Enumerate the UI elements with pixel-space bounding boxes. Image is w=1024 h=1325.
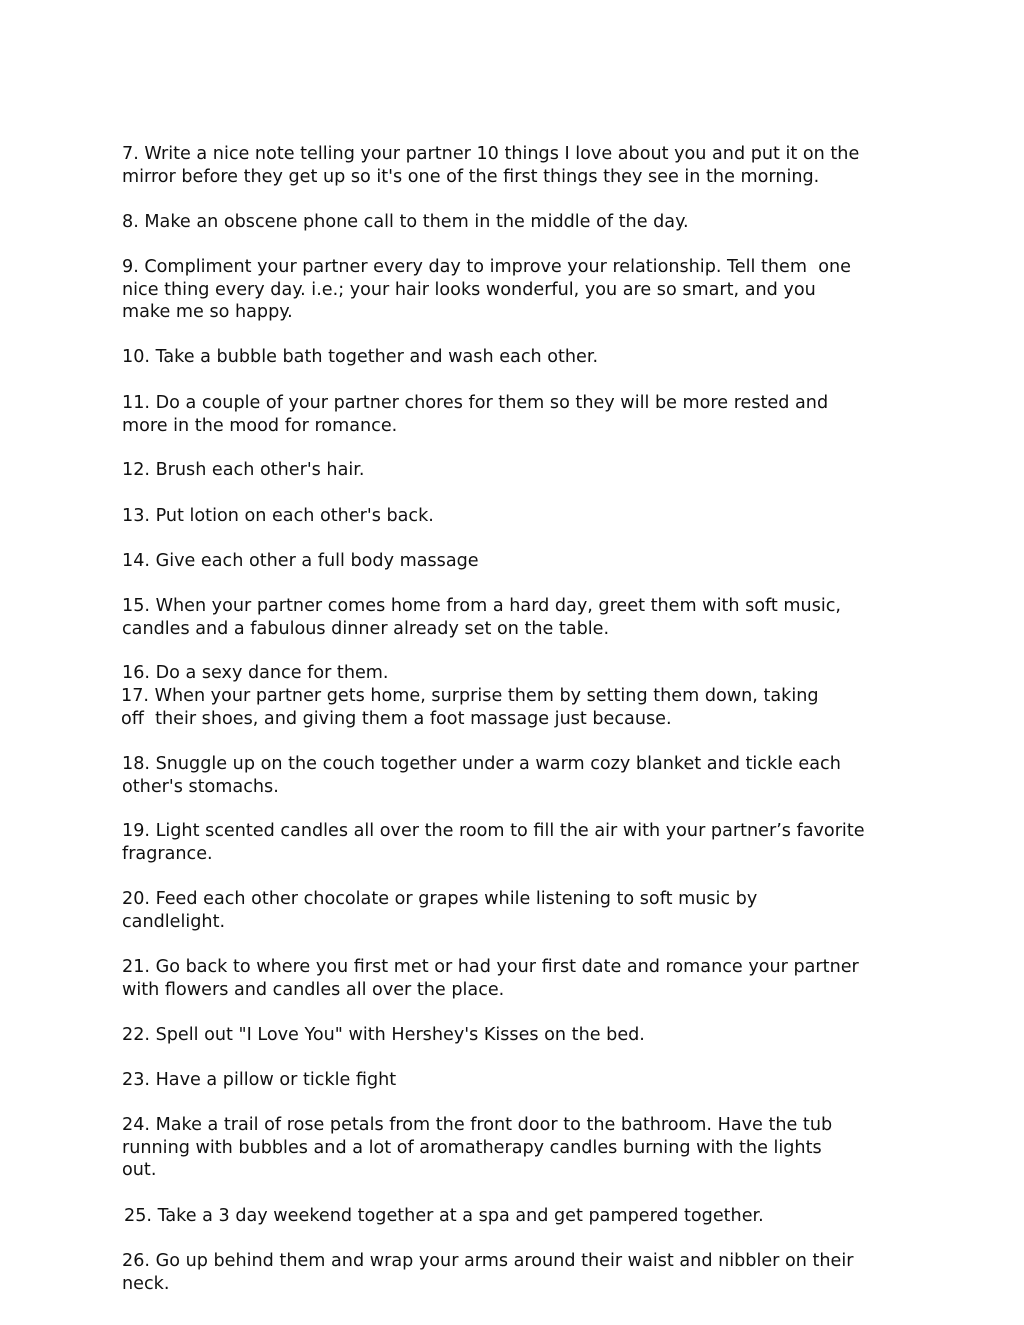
list-item-7	[122, 143, 912, 188]
list-item-line: 14. Give each other a full body massage	[122, 551, 479, 571]
list-item-line: 21. Go back to where you first met or had your first date and romance your partner	[122, 957, 859, 977]
list-item-21	[122, 956, 912, 1001]
list-item-13	[122, 505, 912, 528]
list-item-line: 15. When your partner comes home from a hard day, greet them with soft music,	[122, 596, 842, 616]
list-item-line: candlelight.	[122, 911, 226, 932]
list-item-11	[122, 392, 912, 437]
list-item-25	[124, 1205, 914, 1228]
list-item-line: 7. Write a nice note telling your partner 10 things I love about you and put it on the	[122, 144, 860, 164]
list-item-line: candles and a fabulous dinner already set on the table.	[122, 618, 610, 639]
list-item-line: 23. Have a pillow or tickle fight	[122, 1070, 397, 1090]
list-item-26	[122, 1250, 912, 1295]
list-item-line: 18. Snuggle up on the couch together under a warm cozy blanket and tickle each	[122, 754, 841, 774]
list-item-line: neck.	[122, 1273, 170, 1294]
list-item-10	[122, 346, 912, 369]
list-item-20	[122, 888, 912, 933]
list-item-line: 12. Brush each other's hair.	[122, 460, 365, 480]
list-item-line: 16. Do a sexy dance for them.	[122, 663, 389, 683]
list-item-12	[122, 459, 912, 482]
list-item-line: 13. Put lotion on each other's back.	[122, 506, 434, 526]
list-item-line: 24. Make a trail of rose petals from the front door to the bathroom. Have the tub	[122, 1115, 833, 1135]
list-item-line: 10. Take a bubble bath together and wash each other.	[122, 347, 599, 367]
list-item-line: 19. Light scented candles all over the room to fill the air with your partner’s favorite	[122, 821, 865, 841]
list-item-line: with flowers and candles all over the place.	[122, 979, 505, 1000]
list-item-line: other's stomachs.	[122, 776, 279, 797]
list-item-23	[122, 1069, 912, 1092]
list-item-8	[122, 211, 912, 234]
list-item-14	[122, 550, 912, 573]
list-item-line: 26. Go up behind them and wrap your arms around their waist and nibbler on their	[122, 1251, 854, 1271]
list-item-9	[122, 256, 912, 324]
list-item-line: fragrance.	[122, 843, 213, 864]
list-item-line: 25. Take a 3 day weekend together at a spa and get pampered together.	[124, 1206, 764, 1226]
list-item-line: off their shoes, and giving them a foot massage just because.	[121, 708, 672, 729]
list-item-line: more in the mood for romance.	[122, 415, 398, 436]
list-item-line: 8. Make an obscene phone call to them in the middle of the day.	[122, 212, 689, 232]
list-item-line: 17. When your partner gets home, surprise them by setting them down, taking	[121, 686, 819, 706]
list-item-22	[122, 1024, 912, 1047]
list-item-17	[121, 685, 911, 730]
list-item-15	[122, 595, 912, 640]
list-item-19	[122, 820, 912, 865]
list-item-line: 9. Compliment your partner every day to improve your relationship. Tell them one	[122, 257, 851, 277]
list-item-line: make me so happy.	[122, 302, 293, 323]
list-item-line: 20. Feed each other chocolate or grapes while listening to soft music by	[122, 889, 758, 909]
list-item-line: 22. Spell out "I Love You" with Hershey's Kisses on the bed.	[122, 1025, 645, 1045]
list-item-line: mirror before they get up so it's one of the first things they see in the morning.	[122, 166, 820, 187]
list-item-line: nice thing every day. i.e.; your hair looks wonderful, you are so smart, and you	[122, 279, 816, 300]
list-item-line: out.	[122, 1160, 157, 1181]
list-item-18	[122, 753, 912, 798]
list-item-line: 11. Do a couple of your partner chores for them so they will be more rested and	[122, 393, 829, 413]
list-item-24	[122, 1114, 912, 1182]
list-item-line: running with bubbles and a lot of aromatherapy candles burning with the lights	[122, 1137, 822, 1158]
list-item-16	[122, 662, 912, 685]
